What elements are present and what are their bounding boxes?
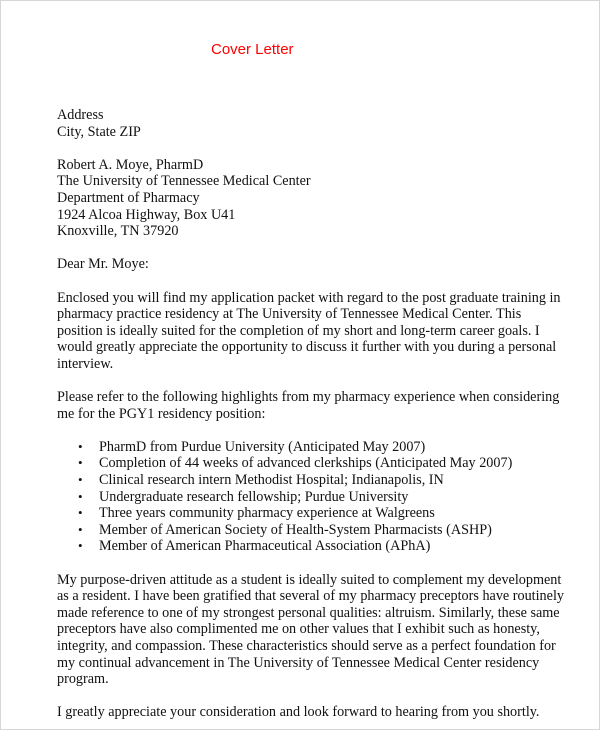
highlights-list — [57, 439, 557, 555]
salutation-text: Dear Mr. Moye: — [57, 256, 149, 273]
paragraph-line: program. — [57, 671, 109, 688]
list-item-text: Completion of 44 weeks of advanced clerkships (Anticipated May 2007) — [99, 455, 513, 472]
bullet-icon: • — [78, 455, 83, 471]
paragraph-line: made reference to one of my strongest personal qualities: altruism. Similarly, these same — [57, 604, 560, 621]
paragraph-line: integrity, and compassion. These characteristics should serve as a perfect foundation for — [57, 638, 556, 654]
paragraph-line: my continual advancement in The University of Tennessee Medical Center residency — [57, 654, 540, 671]
list-item — [57, 455, 557, 472]
salutation — [57, 256, 557, 273]
letter-body — [57, 107, 564, 721]
recipient-address — [57, 157, 557, 240]
list-item-text: Member of American Society of Health-System Pharmacists (ASHP) — [99, 521, 492, 538]
list-item — [57, 439, 557, 456]
list-item-text: Undergraduate research fellowship; Purdue University — [99, 488, 409, 505]
recipient-department: Department of Pharmacy — [57, 189, 200, 206]
bullet-icon: • — [78, 472, 83, 488]
paragraph-highlights-intro — [57, 389, 560, 422]
list-item-text: Clinical research intern Methodist Hospital; Indianapolis, IN — [99, 472, 444, 489]
list-item-text: PharmD from Purdue University (Anticipated May 2007) — [99, 438, 426, 455]
paragraph-line: My purpose-driven attitude as a student is ideally suited to complement my development — [57, 571, 562, 588]
recipient-name: Robert A. Moye, PharmD — [57, 156, 204, 173]
paragraph-closing — [57, 704, 557, 721]
list-item — [57, 505, 557, 522]
sender-address-line: Address — [57, 107, 104, 123]
list-item — [57, 472, 557, 489]
recipient-city: Knoxville, TN 37920 — [57, 223, 179, 240]
bullet-icon: • — [78, 538, 83, 554]
spacer — [57, 555, 557, 572]
paragraph-line: Please refer to the following highlights from my pharmacy experience when considering — [57, 389, 560, 406]
paragraph-line: interview. — [57, 355, 114, 372]
paragraph-line: would greatly appreciate the opportunity to discuss it further with you during a personal — [57, 339, 557, 356]
spacer — [57, 240, 557, 257]
paragraph-line: me for the PGY1 residency position: — [57, 405, 266, 422]
list-item — [57, 538, 557, 555]
list-item-text: Member of American Pharmaceutical Association (APhA) — [99, 538, 431, 555]
recipient-organization: The University of Tennessee Medical Center — [57, 173, 311, 190]
paragraph-qualities — [57, 571, 564, 688]
document-title: Cover Letter — [211, 41, 294, 58]
list-item-text: Three years community pharmacy experience at Walgreens — [99, 505, 435, 522]
paragraph-intro — [57, 289, 561, 373]
paragraph-line: pharmacy practice residency at The University of Tennessee Medical Center. This — [57, 306, 522, 323]
closing-text: I greatly appreciate your consideration and look forward to hearing from you shortly. — [57, 704, 540, 721]
list-item — [57, 489, 557, 506]
spacer — [57, 422, 557, 439]
paragraph-line: Enclosed you will find my application packet with regard to the post graduate training in — [57, 289, 561, 306]
bullet-icon: • — [78, 505, 83, 521]
bullet-icon: • — [78, 488, 83, 504]
sender-city-line: City, State ZIP — [57, 123, 141, 140]
spacer — [57, 373, 557, 390]
spacer — [57, 688, 557, 705]
paragraph-line: preceptors have also complimented me on other values that I exhibit such as honesty, — [57, 621, 540, 638]
list-item — [57, 522, 557, 539]
recipient-street: 1924 Alcoa Highway, Box U41 — [57, 206, 236, 223]
spacer — [57, 273, 557, 290]
paragraph-line: as a resident. I have been gratified that several of my pharmacy preceptors have routinely — [57, 588, 564, 605]
spacer — [57, 140, 557, 157]
bullet-icon: • — [78, 438, 83, 454]
paragraph-line: position is ideally suited for the completion of my short and long-term career goals. I — [57, 322, 540, 339]
sender-address — [57, 107, 557, 140]
bullet-icon: • — [78, 521, 83, 537]
